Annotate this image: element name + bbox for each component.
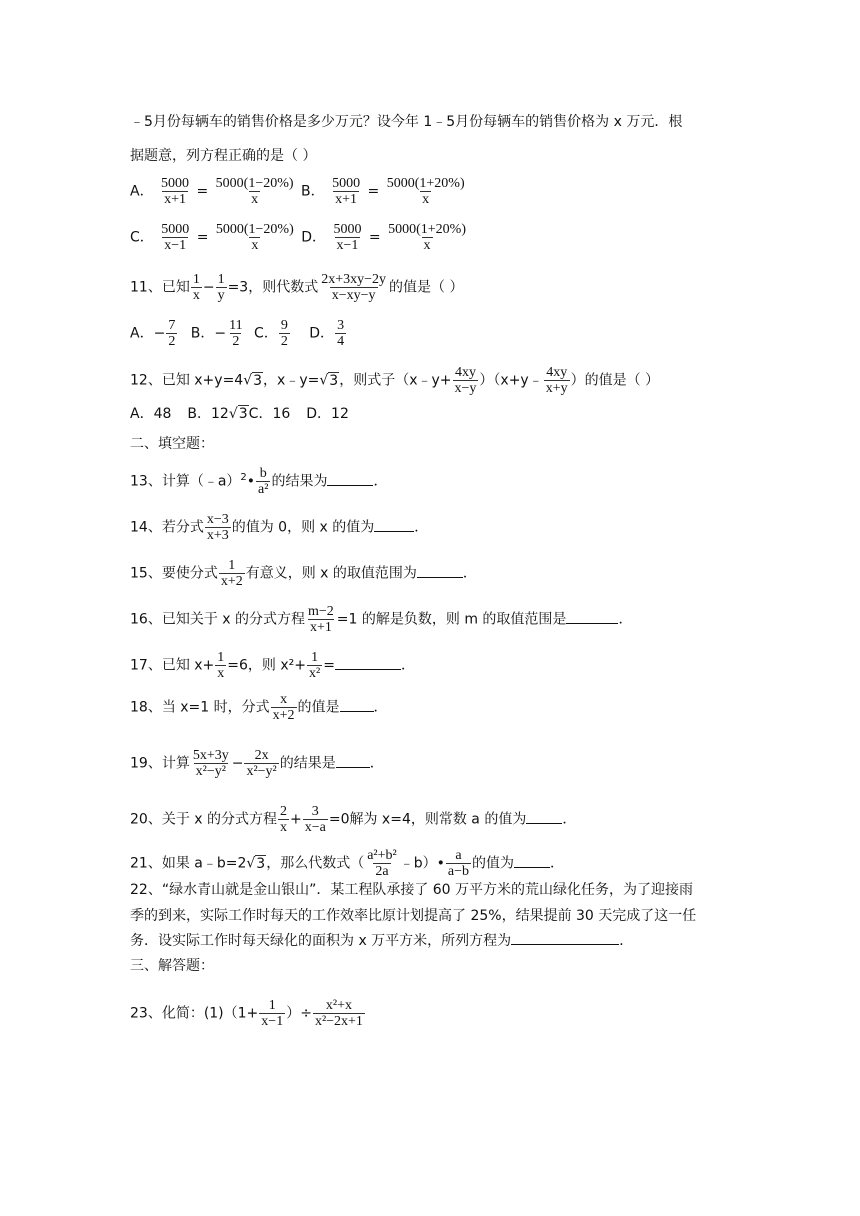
q19-prefix: 19、计算 xyxy=(130,755,190,772)
fraction xyxy=(279,318,290,349)
fraction xyxy=(159,176,191,207)
answer-blank[interactable] xyxy=(514,853,550,868)
q21-mid2: ﹣b）• xyxy=(399,855,445,872)
q12-suffix: ）的值是（ ） xyxy=(570,372,660,389)
denominator: a−b xyxy=(447,864,469,879)
q11-prefix: 11、已知 xyxy=(130,279,190,296)
numerator: 2x xyxy=(254,748,269,763)
denominator: a² xyxy=(258,482,269,497)
q16 xyxy=(130,604,632,635)
q22-line3 xyxy=(130,930,633,951)
answer-blank[interactable] xyxy=(335,655,401,670)
q23-prefix: 23、化简：(1)（1+ xyxy=(130,1005,259,1022)
denominator: x xyxy=(423,238,431,253)
sqrt-symbol: √3 xyxy=(228,406,248,422)
numerator: 3 xyxy=(337,318,345,333)
numerator: 9 xyxy=(280,318,288,333)
denominator: x xyxy=(217,666,225,681)
numerator: 2 xyxy=(280,804,287,819)
numerator: a xyxy=(455,848,462,863)
denominator: x+2 xyxy=(220,574,243,589)
numerator: x xyxy=(280,692,288,707)
q16-prefix: 16、已知关于 x 的分式方程 xyxy=(130,611,305,628)
q10-option-c xyxy=(130,222,297,253)
numerator: 2x+3xy−2y xyxy=(321,272,386,287)
denominator: x+3 xyxy=(206,528,229,543)
fraction xyxy=(191,748,231,779)
numerator: 1 xyxy=(217,650,225,665)
denominator: x xyxy=(280,820,287,835)
denominator: x²−2x+1 xyxy=(314,1014,363,1029)
option-label: C． xyxy=(254,325,278,342)
q17-mid: =6，则 x²+ xyxy=(227,657,306,674)
numerator: m−2 xyxy=(308,604,334,619)
denominator: x²−y² xyxy=(195,764,226,779)
period: ． xyxy=(373,473,388,490)
denominator: x xyxy=(422,192,430,207)
q14-suffix: 的值为 0，则 x 的值为 xyxy=(231,519,375,536)
period: ． xyxy=(550,855,564,872)
period: ． xyxy=(400,657,415,674)
answer-blank[interactable] xyxy=(566,609,618,624)
q23 xyxy=(130,998,366,1029)
equals-sign: = xyxy=(196,183,209,200)
answer-blank[interactable] xyxy=(526,809,562,824)
q22-line1 xyxy=(130,880,693,900)
denominator: x²−y² xyxy=(246,764,277,779)
denominator: x+y xyxy=(545,381,568,396)
q10-option-d xyxy=(301,222,469,253)
fraction xyxy=(227,318,244,349)
sqrt-symbol: √3 xyxy=(243,372,263,389)
fraction xyxy=(271,692,297,723)
q11-option-c xyxy=(254,318,291,349)
q13-suffix: 的结果为 xyxy=(271,473,328,490)
fraction xyxy=(214,176,296,207)
q11-option-b xyxy=(191,318,246,349)
option-label: D． xyxy=(301,229,326,246)
q14 xyxy=(130,512,428,543)
q20-prefix: 20、关于 x 的分式方程 xyxy=(130,811,277,828)
numerator: 5000 xyxy=(332,176,361,191)
fraction xyxy=(303,804,328,835)
option-label: A． xyxy=(130,183,154,200)
option-label: B． xyxy=(301,183,325,200)
option-label: D． xyxy=(309,325,335,342)
equals-zero: =0 xyxy=(328,811,350,828)
fraction xyxy=(216,272,227,303)
fraction xyxy=(259,998,285,1029)
q10-options-cd xyxy=(130,222,469,253)
option-text: B．12 xyxy=(187,406,229,422)
denominator: x xyxy=(251,192,259,207)
fraction xyxy=(330,176,362,207)
section-3-title: 三、解答题： xyxy=(130,958,214,974)
denominator: 2 xyxy=(232,334,240,349)
radicand: 3 xyxy=(238,406,248,422)
fraction xyxy=(386,222,468,253)
q16-suffix: =1 的解是负数，则 m 的取值范围是 xyxy=(336,611,567,628)
dot-operator: • xyxy=(246,473,256,490)
q12-mid1: ，x﹣y= xyxy=(263,372,320,389)
minus-sign: − xyxy=(202,279,215,296)
q12-option-b xyxy=(187,405,248,422)
q12-option-c: C．16 xyxy=(248,406,291,422)
q11-mid-text: =3，则代数式 xyxy=(227,279,319,296)
fraction xyxy=(385,176,467,207)
minus-sign: − xyxy=(231,755,244,772)
denominator: x+1 xyxy=(309,620,332,635)
numerator: 5000 xyxy=(333,222,362,237)
numerator: 5000(1+20%) xyxy=(386,176,465,191)
equals-sign: = xyxy=(367,183,380,200)
numerator: 7 xyxy=(168,318,176,333)
equals-sign: = xyxy=(196,229,209,246)
numerator: x²+x xyxy=(325,998,352,1013)
q11-options xyxy=(130,318,347,349)
answer-blank[interactable] xyxy=(327,471,373,486)
q15 xyxy=(130,558,477,589)
q22-line2-text: 季的到来，实际工作时每天的工作效率比原计划提高了 25%，结果提前 30 天完成了这一任 xyxy=(130,908,697,924)
period: ． xyxy=(618,611,633,628)
numerator: 4xy xyxy=(546,365,568,380)
period: ． xyxy=(462,565,477,582)
fraction xyxy=(331,222,363,253)
numerator: 3 xyxy=(311,804,319,819)
fraction xyxy=(256,466,270,497)
fraction xyxy=(453,365,479,396)
q21-prefix: 21、如果 a﹣b=2 xyxy=(130,855,247,872)
denominator: 2 xyxy=(168,334,176,349)
fraction xyxy=(215,650,226,681)
fraction xyxy=(205,512,231,543)
q10-line2 xyxy=(130,146,316,166)
fraction xyxy=(365,848,399,879)
fraction xyxy=(191,272,202,303)
denominator: 2 xyxy=(280,334,288,349)
denominator: y xyxy=(217,288,225,303)
equals-sign: = xyxy=(368,229,381,246)
q19 xyxy=(130,748,384,779)
fraction xyxy=(166,318,177,349)
q12-mid3: ）（x+y﹣ xyxy=(479,372,543,389)
q15-suffix: 有意义，则 x 的取值范围为 xyxy=(245,565,417,582)
q22-line2 xyxy=(130,906,696,926)
q17 xyxy=(130,650,415,681)
numerator: 5000(1−20%) xyxy=(215,176,294,191)
numerator: 1 xyxy=(311,650,319,665)
fraction xyxy=(159,222,191,253)
q22-line3-text: 务．设实际工作时每天绿化的面积为 x 万平方米，所列方程为 xyxy=(130,933,512,949)
section-2-title: 二、填空题： xyxy=(130,436,214,452)
q18-suffix: 的值是 xyxy=(297,699,340,716)
denominator: x−xy−y xyxy=(331,288,376,303)
q21-suffix: 的值为 xyxy=(472,855,514,872)
numerator: 1 xyxy=(268,998,276,1013)
section-3-heading xyxy=(130,956,214,976)
q10-option-b xyxy=(301,176,468,207)
denominator: x−a xyxy=(304,820,326,835)
fraction xyxy=(219,558,245,589)
denominator: 4 xyxy=(337,334,345,349)
sqrt-symbol: √3 xyxy=(246,855,266,872)
numerator: 5000(1+20%) xyxy=(388,222,466,237)
sign: − xyxy=(153,325,166,342)
q19-suffix: 的结果是 xyxy=(279,755,336,772)
period: ． xyxy=(373,699,388,716)
denominator: x+1 xyxy=(335,192,358,207)
period: ． xyxy=(562,811,577,828)
q11-option-d xyxy=(309,318,347,349)
fraction xyxy=(244,748,278,779)
denominator: x−1 xyxy=(164,238,187,253)
answer-blank[interactable] xyxy=(340,697,374,712)
q14-prefix: 14、若分式 xyxy=(130,519,204,536)
q12-option-a: A．48 xyxy=(130,406,172,422)
plus-sign: + xyxy=(290,811,302,828)
numerator: 1 xyxy=(217,272,225,287)
denominator: x xyxy=(192,288,200,303)
q10-options-ab xyxy=(130,176,468,207)
q10-line2-text: 据题意，列方程正确的是（ ） xyxy=(130,148,317,164)
numerator: 5000(1−20%) xyxy=(215,222,294,237)
period: ． xyxy=(414,519,429,536)
q10-line1 xyxy=(130,112,682,132)
denominator: x² xyxy=(309,666,321,681)
q17-suffix: = xyxy=(323,657,335,674)
option-label: B． xyxy=(190,325,215,342)
radicand: 3 xyxy=(256,855,266,872)
q10-option-a xyxy=(130,176,297,207)
fraction xyxy=(278,804,289,835)
sqrt-symbol: √3 xyxy=(319,372,339,389)
numerator: 11 xyxy=(229,318,243,333)
denominator: x−1 xyxy=(261,1014,284,1029)
numerator: a²+b² xyxy=(367,848,397,863)
fraction xyxy=(319,272,388,303)
q12-mid2: ，则式子（x﹣y+ xyxy=(339,372,452,389)
q12-prefix: 12、已知 x+y=4 xyxy=(130,372,244,389)
numerator: 5000 xyxy=(161,176,190,191)
q21-mid: ，那么代数式（ xyxy=(266,855,365,872)
fraction xyxy=(313,998,365,1029)
q11-suffix: 的值是（ ） xyxy=(389,279,464,296)
section-2-heading xyxy=(130,434,214,454)
fraction xyxy=(544,365,570,396)
fraction xyxy=(446,848,471,879)
q12-stem xyxy=(130,365,659,396)
q22-line1-text: 22、“绿水青山就是金山银山”．某工程队承接了 60 万平方米的荒山绿化任务，为了迎接雨 xyxy=(130,882,694,898)
q12-option-d: D．12 xyxy=(306,406,349,422)
q23-mid: ）÷ xyxy=(286,1005,312,1022)
period: ． xyxy=(369,755,384,772)
radicand: 3 xyxy=(329,372,339,389)
q18 xyxy=(130,692,388,723)
denominator: x+2 xyxy=(272,708,295,723)
period: ． xyxy=(619,933,634,949)
option-label: C． xyxy=(130,229,154,246)
answer-blank[interactable] xyxy=(417,563,463,578)
denominator: 2a xyxy=(375,864,389,879)
q12-options xyxy=(130,404,349,424)
fraction xyxy=(214,222,296,253)
q11-stem xyxy=(130,272,463,303)
answer-blank[interactable] xyxy=(336,753,370,768)
q20 xyxy=(130,804,576,835)
numerator: b xyxy=(259,466,267,481)
answer-blank[interactable] xyxy=(374,517,414,532)
q18-prefix: 18、当 x=1 时，分式 xyxy=(130,699,270,716)
q15-prefix: 15、要使分式 xyxy=(130,565,218,582)
radicand: 3 xyxy=(253,372,263,389)
fraction xyxy=(307,650,322,681)
q10-line1-text: ﹣5月份每辆车的销售价格是多少万元？设今年 1﹣5月份每辆车的销售价格为 x 万元．根 xyxy=(130,114,683,130)
answer-blank[interactable] xyxy=(511,930,619,945)
denominator: x+1 xyxy=(164,192,186,207)
numerator: 4xy xyxy=(454,365,476,380)
q11-option-a xyxy=(130,318,178,349)
exponent: 2 xyxy=(240,471,247,483)
numerator: 1 xyxy=(192,272,200,287)
denominator: x−y xyxy=(454,381,477,396)
denominator: x−1 xyxy=(336,238,359,253)
numerator: 1 xyxy=(228,558,236,573)
fraction xyxy=(306,604,336,635)
denominator: x xyxy=(251,238,259,253)
fraction xyxy=(335,318,346,349)
numerator: 5x+3y xyxy=(192,748,229,763)
sign: − xyxy=(214,325,227,342)
q20-suffix: 解为 x=4，则常数 a 的值为 xyxy=(349,811,527,828)
q13 xyxy=(130,466,387,497)
numerator: x−3 xyxy=(206,512,229,527)
q17-prefix: 17、已知 x+ xyxy=(130,657,215,674)
numerator: 5000 xyxy=(161,222,190,237)
q21 xyxy=(130,848,564,879)
q13-prefix: 13、计算（﹣a） xyxy=(130,473,241,490)
option-label: A． xyxy=(130,325,154,342)
